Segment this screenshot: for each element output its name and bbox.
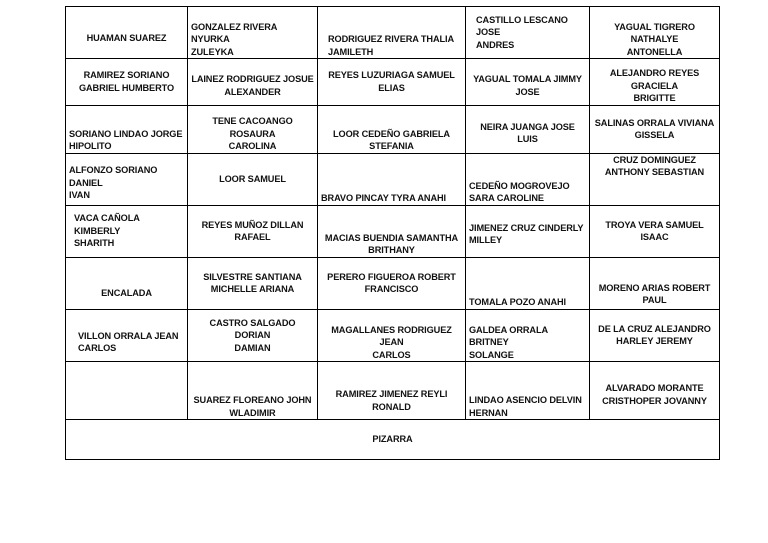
seat-cell: SILVESTRE SANTIANA MICHELLE ARIANA [188,257,318,309]
seat-cell: RAMIREZ JIMENEZ REYLI RONALD [318,362,466,420]
seat-cell: MAGALLANES RODRIGUEZ JEAN CARLOS [318,309,466,362]
seat-cell: ALFONZO SORIANO DANIEL IVAN [66,153,188,205]
seat-cell: ALEJANDRO REYES GRACIELA BRIGITTE [590,59,720,106]
seat-row-2 [66,59,720,106]
seat-row-1 [66,7,720,59]
seating-chart-table [65,6,720,460]
seat-cell: YAGUAL TOMALA JIMMY JOSE [466,59,590,106]
seat-cell: ALVARADO MORANTE CRISTHOPER JOVANNY [590,362,720,420]
seat-cell: REYES MUÑOZ DILLAN RAFAEL [188,205,318,257]
seat-cell: CRUZ DOMINGUEZ ANTHONY SEBASTIAN [590,153,720,205]
seat-cell: GONZALEZ RIVERA NYURKA ZULEYKA [188,7,318,59]
seat-row-4 [66,153,720,205]
seat-cell: MORENO ARIAS ROBERT PAUL [590,257,720,309]
seat-cell: BRAVO PINCAY TYRA ANAHI [318,153,466,205]
seat-row-8 [66,362,720,420]
seat-cell: YAGUAL TIGRERO NATHALYE ANTONELLA [590,7,720,59]
seat-cell [66,362,188,420]
seat-cell: SUAREZ FLOREANO JOHN WLADIMIR [188,362,318,420]
seat-cell: TOMALA POZO ANAHI [466,257,590,309]
seat-cell: CASTRO SALGADO DORIAN DAMIAN [188,309,318,362]
board-label: PIZARRA [66,420,720,460]
seat-cell: SORIANO LINDAO JORGE HIPOLITO [66,105,188,153]
seat-cell: REYES LUZURIAGA SAMUEL ELIAS [318,59,466,106]
seat-cell: DE LA CRUZ ALEJANDRO HARLEY JEREMY [590,309,720,362]
seat-cell: NEIRA JUANGA JOSE LUIS [466,105,590,153]
seat-cell: GALDEA ORRALA BRITNEY SOLANGE [466,309,590,362]
seat-cell: RODRIGUEZ RIVERA THALIA JAMILETH [318,7,466,59]
seat-cell: PERERO FIGUEROA ROBERT FRANCISCO [318,257,466,309]
seat-cell: RAMIREZ SORIANO GABRIEL HUMBERTO [66,59,188,106]
seat-cell: MACIAS BUENDIA SAMANTHA BRITHANY [318,205,466,257]
seat-cell: LOOR SAMUEL [188,153,318,205]
seat-cell: LAINEZ RODRIGUEZ JOSUE ALEXANDER [188,59,318,106]
seat-cell: CASTILLO LESCANO JOSE ANDRES [466,7,590,59]
seat-cell: JIMENEZ CRUZ CINDERLY MILLEY [466,205,590,257]
seat-cell: LOOR CEDEÑO GABRIELA STEFANIA [318,105,466,153]
seat-cell: TENE CACOANGO ROSAURA CAROLINA [188,105,318,153]
seat-cell: VACA CAÑOLA KIMBERLY SHARITH [66,205,188,257]
board-row [66,420,720,460]
seat-row-6 [66,257,720,309]
seat-row-7 [66,309,720,362]
seat-cell: SALINAS ORRALA VIVIANA GISSELA [590,105,720,153]
seat-cell: LINDAO ASENCIO DELVIN HERNAN [466,362,590,420]
seat-row-5 [66,205,720,257]
seat-cell: TROYA VERA SAMUEL ISAAC [590,205,720,257]
seat-cell: VILLON ORRALA JEAN CARLOS [66,309,188,362]
seat-cell: ENCALADA [66,257,188,309]
seat-cell: HUAMAN SUAREZ [66,7,188,59]
seat-cell: CEDEÑO MOGROVEJO SARA CAROLINE [466,153,590,205]
seat-row-3 [66,105,720,153]
